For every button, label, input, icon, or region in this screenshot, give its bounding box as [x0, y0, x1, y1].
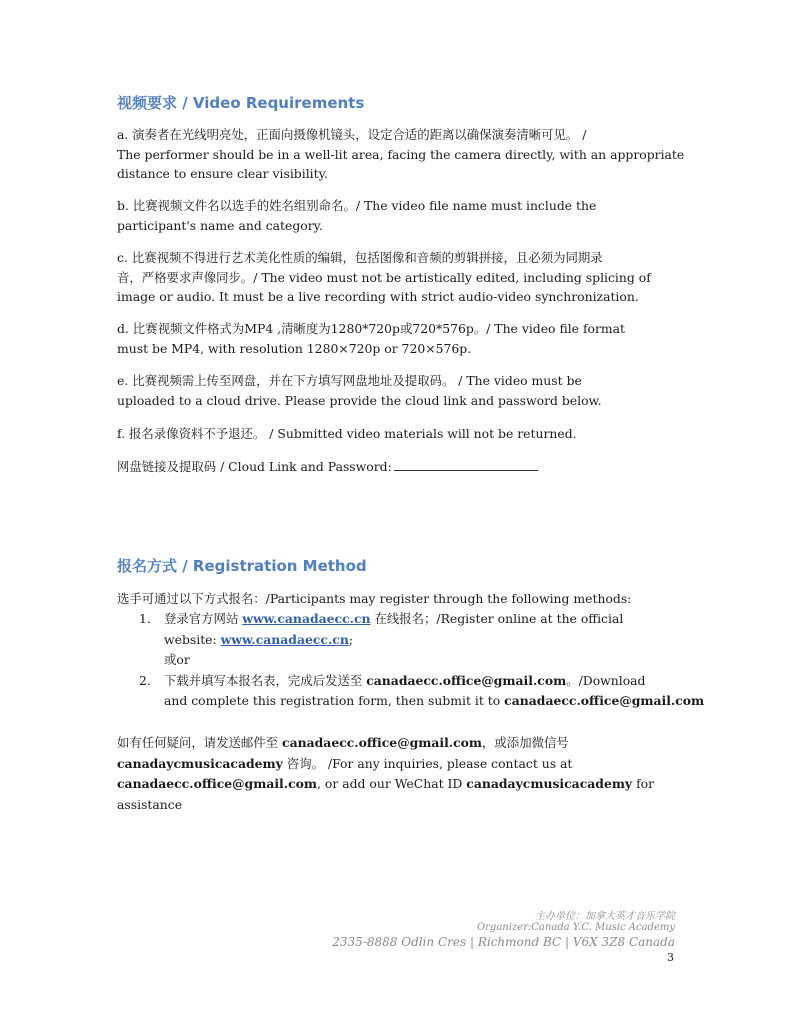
official-website-link[interactable]: www.canadaecc.cn: [242, 611, 371, 626]
video-item-c-line3: image or audio. It must be a live recording with strict audio-video synchronization.: [117, 289, 639, 304]
video-item-a-line2: The performer should be in a well-lit area, facing the camera directly, with an appropriate: [117, 146, 685, 162]
method-1-suffix: 在线报名；/Register online at the official: [370, 611, 624, 626]
contact-l3-middle: , or add our WeChat ID: [317, 776, 467, 791]
footer-address: 2335-8888 Odlin Cres | Richmond BC | V6X 3Z8 Canada: [332, 935, 675, 949]
official-website-link-2[interactable]: www.canadaecc.cn: [220, 631, 349, 647]
page-number: 3: [667, 951, 674, 964]
cloud-link-label: 网盘链接及提取码 / Cloud Link and Password:: [117, 459, 392, 474]
video-item-a-line1: a. 演奏者在光线明亮处，正面向摄像机镜头，设定合适的距离以确保演奏清晰可见。 /: [117, 127, 587, 142]
contact-l2-suffix: 咨询。 /For any inquiries, please contact us at: [282, 755, 573, 771]
method-1-number: 1.: [139, 611, 151, 626]
video-item-d: [117, 319, 677, 358]
video-item-e-line1: e. 比赛视频需上传至网盘，并在下方填写网盘地址及提取码。 / The video must be: [117, 373, 582, 388]
footer-organizer-cn: 主办单位：加拿大英才音乐学院: [535, 911, 675, 922]
method-or: 或or: [164, 652, 190, 667]
video-item-e-line2: uploaded to a cloud drive. Please provide the cloud link and password below.: [117, 392, 602, 408]
method-1: [139, 609, 679, 671]
video-item-c: [117, 248, 677, 307]
contact-l3-suffix: for: [632, 776, 655, 791]
video-item-b-line2: participant's name and category.: [117, 217, 323, 233]
contact-wechat-1: canadaycmusicacademy: [117, 755, 283, 771]
contact-email-1: canadaecc.office@gmail.com: [282, 735, 483, 750]
method-2-line2-email: canadaecc.office@gmail.com: [504, 693, 705, 708]
method-2-prefix: 下载并填写本报名表，完成后发送至: [164, 672, 367, 688]
registration-methods-list: [139, 609, 705, 712]
cloud-link-row: [117, 457, 677, 477]
contact-email-2: canadaecc.office@gmail.com: [117, 776, 317, 791]
video-item-c-line1: c. 比赛视频不得进行艺术美化性质的编辑，包括图像和音频的剪辑拼接，且必须为同期录: [117, 250, 603, 265]
contact-l1-prefix: 如有任何疑问，请发送邮件至: [117, 735, 283, 750]
video-item-a: [117, 125, 685, 184]
footer-organizer-en: Organizer:Canada Y.C. Music Academy: [476, 922, 675, 933]
method-2-number: 2.: [139, 672, 151, 688]
video-item-b: [117, 196, 677, 235]
contact-wechat-2: canadaycmusicacademy: [466, 776, 633, 791]
video-item-a-line3: distance to ensure clear visibility.: [117, 166, 328, 181]
method-2-email: canadaecc.office@gmail.com: [366, 672, 567, 688]
contact-paragraph: [117, 733, 677, 815]
video-requirements-heading: 视频要求 / Video Requirements: [117, 94, 365, 112]
method-1-prefix: 登录官方网站: [164, 611, 243, 626]
contact-l4: assistance: [117, 796, 183, 812]
method-1-line2-suffix: ;: [348, 631, 354, 647]
cloud-link-blank-field[interactable]: [394, 458, 538, 471]
contact-l1-suffix: ，或添加微信号: [482, 735, 569, 750]
video-item-f: f. 报名录像资料不予退还。 / Submitted video materials will not be returned.: [117, 426, 577, 441]
method-1-line2-prefix: website:: [164, 631, 221, 647]
video-item-b-line1: b. 比赛视频文件名以选手的姓名组别命名。/ The video file name must include the: [117, 198, 597, 213]
video-item-d-line1: d. 比赛视频文件格式为MP4 ,清晰度为1280*720p或720*576p。/ The video file format: [117, 321, 626, 336]
registration-intro: 选手可通过以下方式报名：/Participants may register through the following methods:: [117, 591, 632, 606]
method-2: [139, 671, 705, 712]
video-item-e: [117, 371, 677, 410]
registration-method-heading: 报名方式 / Registration Method: [117, 557, 367, 575]
video-item-d-line2: must be MP4, with resolution 1280×720p or 720×576p.: [117, 340, 472, 356]
method-2-suffix: 。/Download: [566, 672, 646, 688]
method-2-line2-prefix: and complete this registration form, then submit it to: [164, 693, 505, 708]
video-item-c-line2: 音，严格要求声像同步。/ The video must not be artistically edited, including splicing of: [117, 269, 651, 285]
